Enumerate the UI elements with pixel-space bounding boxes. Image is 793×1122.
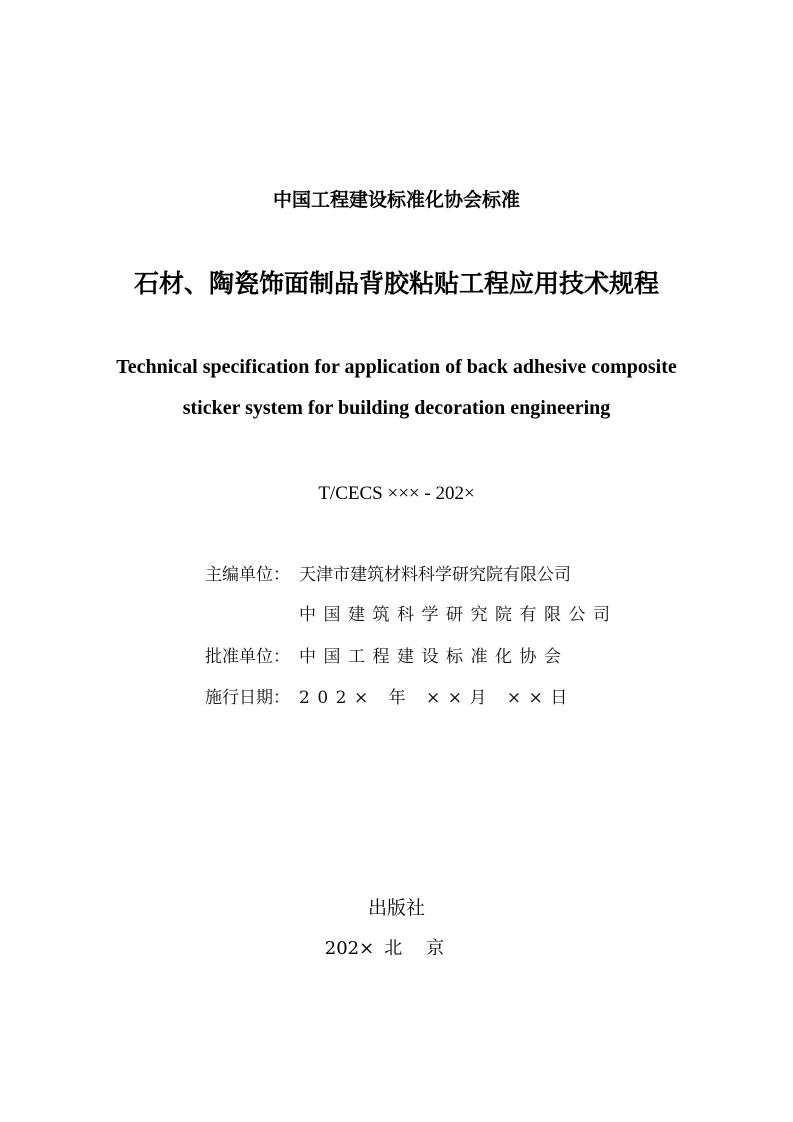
publish-year: 202× [324, 938, 375, 959]
title-english-line-1: Technical specification for application of back adhesive composite [116, 356, 677, 378]
editor-row [205, 562, 571, 588]
association-name: 中国工程建设标准化协会标准 [272, 189, 520, 211]
title-chinese: 石材、陶瓷饰面制品背胶粘贴工程应用技术规程 [133, 269, 659, 298]
effective-date-label: 施行日期： [205, 688, 290, 708]
editor-unit-2: 中国建筑科学研究院有限公司 [299, 605, 618, 625]
effective-date-value: 202× 年 ××月 ××日 [299, 688, 575, 708]
editor-label: 主编单位： [205, 565, 290, 585]
approval-row [205, 644, 569, 670]
approval-label: 批准单位： [205, 647, 290, 667]
publish-year-city [0, 935, 793, 963]
effective-date-row [205, 685, 575, 711]
publisher-name: 出版社 [367, 897, 425, 919]
editor-unit-1: 天津市建筑材料科学研究院有限公司 [299, 565, 571, 585]
publish-city: 北京 [384, 938, 469, 959]
approval-unit: 中国工程建设标准化协会 [299, 647, 569, 667]
standard-code: T/CECS ××× - 202× [318, 483, 475, 504]
title-english-line-2: sticker system for building decoration engineering [182, 397, 611, 419]
